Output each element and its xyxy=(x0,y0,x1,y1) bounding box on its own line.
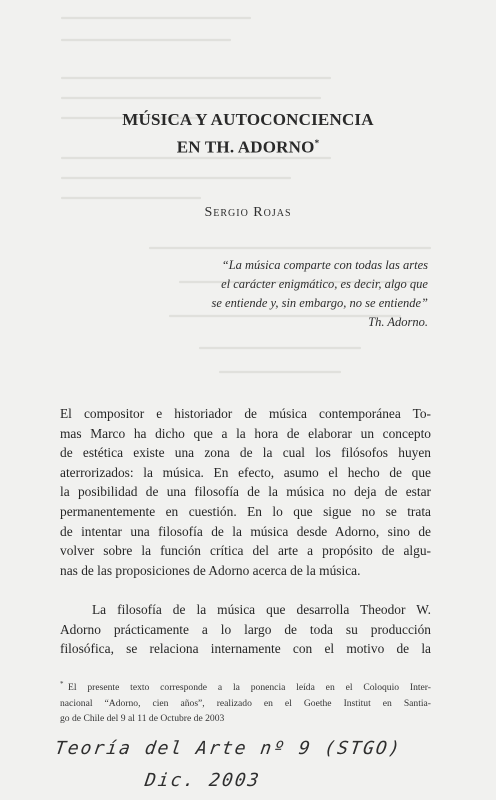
text-line: nas de las proposiciones de Adorno acerca de la música. xyxy=(60,562,361,578)
footnote-line: * El presente texto corresponde a la ponencia leída en el Coloquio Inter- xyxy=(60,680,431,696)
body-paragraph-2 xyxy=(60,600,431,659)
text-line: de estética existe una zona de la cual los filósofos huyen xyxy=(60,445,431,461)
epigraph-line: se entiende y, sin embargo, no se entiende” xyxy=(211,296,428,310)
epigraph-line: “La música comparte con todas las artes xyxy=(221,258,428,272)
text-line: aterrorizados: la música. En efecto, asumo el hecho de que xyxy=(60,464,431,480)
title-footnote-marker: * xyxy=(314,138,320,148)
text-line: la posibilidad de una filosofía de la música no deja de estar xyxy=(60,484,431,500)
text-line: mas Marco ha dicho que a la hora de elaborar un concepto xyxy=(60,425,431,441)
epigraph-line: el carácter enigmático, es decir, algo que xyxy=(221,277,428,291)
handwritten-line-2: Dic. 2003 xyxy=(143,770,263,791)
footnote-line: nacional “Adorno, cien años”, realizado en el Goethe Institut en Santia- xyxy=(60,697,431,709)
footnote xyxy=(60,680,431,727)
text-line: El compositor e historiador de música contemporánea To- xyxy=(60,406,431,421)
handwritten-annotation xyxy=(55,730,475,800)
epigraph-attribution: Th. Adorno. xyxy=(368,315,428,329)
handwritten-line-1: Teoría del Arte nº 9 (STGO) xyxy=(53,738,404,759)
article-title-line-2: EN TH. ADORNO* xyxy=(176,137,320,157)
body-paragraph-1 xyxy=(60,404,431,580)
author-name: Sergio Rojas xyxy=(204,205,292,220)
text-line: de intentar una filosofía de la música desde Adorno, sino de xyxy=(60,523,431,539)
text-line: filosófica, se relaciona internamente con el motivo de la xyxy=(60,641,431,657)
footnote-line: go de Chile del 9 al 11 de Octubre de 2003 xyxy=(60,713,225,724)
text-line: Adorno prácticamente a lo largo de toda su producción xyxy=(60,621,431,637)
footnote-marker: * xyxy=(60,680,64,688)
epigraph xyxy=(150,256,428,332)
text-line: permanentemente en cuestión. En lo que sigue no se trata xyxy=(60,503,431,519)
text-line: La filosofía de la música que desarrolla Theodor W. xyxy=(92,602,431,617)
text-line: volver sobre la función crítica del arte a propósito de algu- xyxy=(60,543,431,559)
article-title-line-1: MÚSICA Y AUTOCONCIENCIA xyxy=(122,110,374,129)
